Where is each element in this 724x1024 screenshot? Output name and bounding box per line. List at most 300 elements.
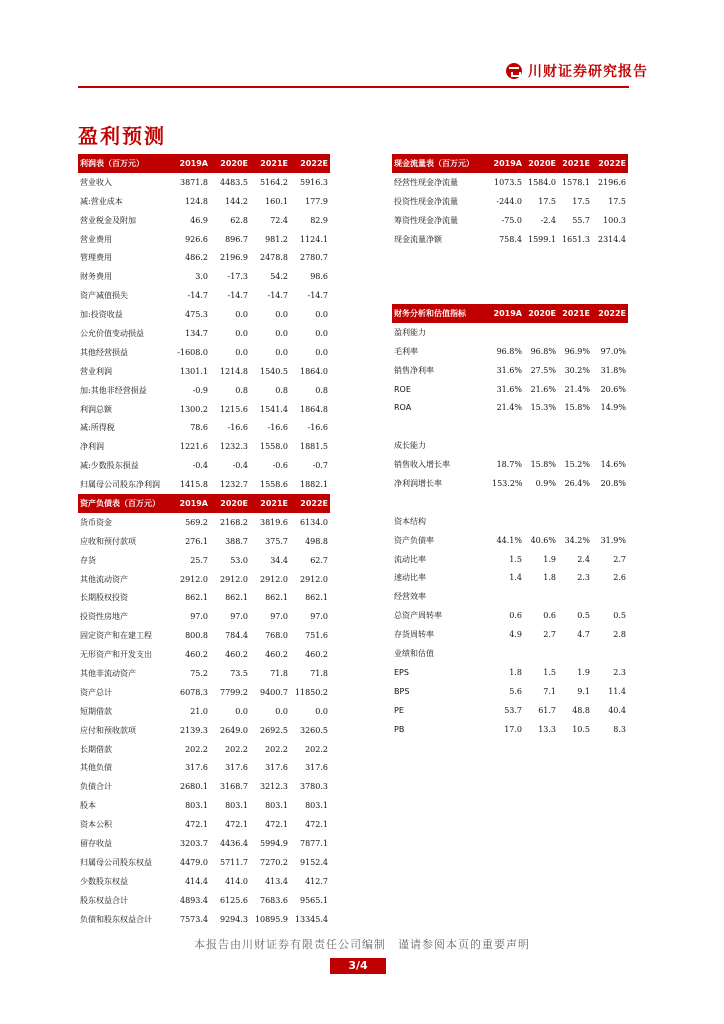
value-cell: 862.1: [265, 593, 288, 603]
value-cell: 11.4: [608, 686, 626, 696]
value-cell: 34.2%: [564, 535, 590, 545]
header-rule: [78, 86, 629, 88]
row-label: 营业利润: [80, 366, 112, 376]
value-cell: 3.0: [195, 272, 208, 282]
value-cell: 5711.7: [220, 857, 248, 867]
value-cell: 13.3: [538, 724, 556, 734]
value-cell: [524, 436, 558, 455]
value-cell: 803.1: [305, 801, 328, 811]
value-cell: 14.9%: [600, 403, 626, 413]
value-cell: 14.6%: [600, 460, 626, 470]
value-cell: -17.3: [227, 272, 248, 282]
table-header-row: [392, 304, 628, 323]
value-cell: [592, 644, 628, 663]
value-cell: 3212.3: [260, 782, 288, 792]
value-cell: 1215.6: [220, 404, 248, 414]
value-cell: [592, 417, 628, 436]
row-label: 负债和股东权益合计: [80, 914, 152, 924]
value-cell: 97.0: [270, 612, 288, 622]
value-cell: 1584.0: [528, 177, 556, 187]
value-cell: -14.7: [267, 291, 288, 301]
value-cell: 1881.5: [300, 442, 328, 452]
value-cell: 9565.1: [300, 895, 328, 905]
value-cell: 71.8: [310, 668, 328, 678]
row-label: 减:所得税: [80, 423, 115, 433]
row-label: 经营性现金净流量: [394, 177, 458, 187]
row-label: 加:投资收益: [80, 310, 123, 320]
value-cell: 25.7: [190, 555, 208, 565]
value-cell: 768.0: [265, 631, 288, 641]
year-header: 2019A: [492, 304, 524, 323]
value-cell: 413.4: [265, 876, 288, 886]
value-cell: 412.7: [305, 876, 328, 886]
value-cell: 0.5: [613, 611, 626, 621]
value-cell: 97.0: [310, 612, 328, 622]
value-cell: 7799.2: [220, 687, 248, 697]
value-cell: 97.0: [230, 612, 248, 622]
value-cell: 5916.3: [300, 177, 328, 187]
value-cell: 926.6: [185, 234, 208, 244]
value-cell: 40.4: [608, 705, 626, 715]
value-cell: 15.8%: [530, 460, 556, 470]
value-cell: 11850.2: [294, 687, 328, 697]
row-label: 管理费用: [80, 253, 112, 263]
value-cell: 0.6: [509, 611, 522, 621]
value-cell: 124.8: [185, 196, 208, 206]
table-row: [78, 437, 330, 456]
value-cell: 1651.3: [562, 234, 590, 244]
table-row: [392, 417, 628, 436]
row-label: 负债合计: [80, 782, 112, 792]
value-cell: 1.8: [543, 573, 556, 583]
table-row: [78, 645, 330, 664]
row-label: 存货: [80, 555, 96, 565]
value-cell: 7683.6: [260, 895, 288, 905]
value-cell: 97.0: [190, 612, 208, 622]
value-cell: 460.2: [305, 650, 328, 660]
table-title: 财务分析和估值指标: [392, 304, 492, 323]
value-cell: 472.1: [305, 820, 328, 830]
value-cell: 202.2: [265, 744, 288, 754]
value-cell: 317.6: [265, 763, 288, 773]
value-cell: 1301.1: [180, 366, 208, 376]
value-cell: [558, 512, 592, 531]
value-cell: 82.9: [310, 215, 328, 225]
row-label: 盈利能力: [394, 327, 426, 337]
table-row: [78, 891, 330, 910]
row-label: 资产减值损失: [80, 291, 128, 301]
value-cell: 0.8: [315, 385, 328, 395]
value-cell: 17.5: [538, 196, 556, 206]
table-row: [392, 342, 628, 361]
value-cell: [524, 644, 558, 663]
row-label: 留存收益: [80, 838, 112, 848]
row-label: 成长能力: [394, 441, 426, 451]
value-cell: [492, 436, 524, 455]
page-number: 3/4: [330, 958, 386, 974]
value-cell: 375.7: [265, 536, 288, 546]
table-row: [78, 910, 330, 929]
value-cell: [558, 417, 592, 436]
row-label: ROE: [394, 384, 411, 394]
value-cell: 2.3: [613, 667, 626, 677]
table-row: [78, 570, 330, 589]
value-cell: [492, 417, 524, 436]
table-row: [78, 305, 330, 324]
value-cell: 0.0: [275, 328, 288, 338]
table-row: [78, 324, 330, 343]
value-cell: 1.9: [543, 554, 556, 564]
row-label: 应付和预收款项: [80, 725, 136, 735]
row-label: BPS: [394, 686, 410, 696]
value-cell: 1.8: [509, 667, 522, 677]
table-row: [78, 740, 330, 759]
value-cell: 160.1: [265, 196, 288, 206]
value-cell: 97.0%: [600, 346, 626, 356]
row-label: PB: [394, 724, 405, 734]
value-cell: 17.5: [572, 196, 590, 206]
year-header: 2022E: [592, 154, 628, 173]
table-row: [78, 683, 330, 702]
table-row: [78, 267, 330, 286]
value-cell: 3819.6: [260, 517, 288, 527]
value-cell: [592, 587, 628, 606]
year-header: 2021E: [250, 494, 290, 513]
row-label: 存货周转率: [394, 630, 434, 640]
value-cell: [558, 587, 592, 606]
value-cell: 2.7: [613, 554, 626, 564]
value-cell: 17.0: [504, 724, 522, 734]
value-cell: 2.6: [613, 573, 626, 583]
value-cell: 72.4: [270, 215, 288, 225]
value-cell: 388.7: [225, 536, 248, 546]
value-cell: 7.1: [543, 686, 556, 696]
year-header: 2021E: [250, 154, 290, 173]
year-header: 2019A: [492, 154, 524, 173]
value-cell: 21.4%: [564, 384, 590, 394]
row-label: 其他负债: [80, 763, 112, 773]
value-cell: [558, 644, 592, 663]
value-cell: [592, 436, 628, 455]
value-cell: 1232.3: [220, 442, 248, 452]
value-cell: 1541.4: [260, 404, 288, 414]
value-cell: 317.6: [185, 763, 208, 773]
value-cell: 981.2: [265, 234, 288, 244]
value-cell: 2478.8: [260, 253, 288, 263]
table-row: [78, 702, 330, 721]
value-cell: 2196.6: [598, 177, 626, 187]
value-cell: 0.0: [235, 328, 248, 338]
row-label: ROA: [394, 403, 412, 413]
value-cell: [558, 323, 592, 342]
table-row: [392, 512, 628, 531]
value-cell: 53.0: [230, 555, 248, 565]
row-label: 归属母公司股东净利润: [80, 480, 160, 490]
value-cell: 1864.8: [300, 404, 328, 414]
table-row: [78, 211, 330, 230]
value-cell: 7573.4: [180, 914, 208, 924]
income-statement-table: [78, 154, 330, 494]
value-cell: 317.6: [225, 763, 248, 773]
table-row: [78, 381, 330, 400]
value-cell: 34.4: [270, 555, 288, 565]
value-cell: 803.1: [225, 801, 248, 811]
row-label: 净利润: [80, 442, 104, 452]
value-cell: 414.0: [225, 876, 248, 886]
row-label: 应收和预付款项: [80, 536, 136, 546]
row-label: 少数股东权益: [80, 876, 128, 886]
row-label: 股本: [80, 801, 96, 811]
value-cell: 18.7%: [496, 460, 522, 470]
value-cell: 460.2: [185, 650, 208, 660]
row-label: 现金流量净额: [394, 234, 442, 244]
value-cell: [558, 436, 592, 455]
value-cell: 4483.5: [220, 177, 248, 187]
row-label: 筹资性现金净流量: [394, 215, 458, 225]
table-row: [392, 568, 628, 587]
value-cell: 8.3: [613, 724, 626, 734]
table-row: [78, 248, 330, 267]
row-label: 资产负债率: [394, 535, 434, 545]
value-cell: 2912.0: [300, 574, 328, 584]
year-header: 2020E: [210, 154, 250, 173]
value-cell: 9294.3: [220, 914, 248, 924]
value-cell: -0.4: [232, 461, 248, 471]
row-label: 其他非流动资产: [80, 668, 136, 678]
row-label: 归属母公司股东权益: [80, 857, 152, 867]
table-row: [392, 436, 628, 455]
value-cell: 276.1: [185, 536, 208, 546]
value-cell: 317.6: [305, 763, 328, 773]
table-title: 利润表（百万元）: [78, 154, 172, 173]
brand-name: 川财证券研究报告: [528, 64, 648, 80]
value-cell: -14.7: [187, 291, 208, 301]
table-row: [392, 720, 628, 739]
value-cell: 17.5: [608, 196, 626, 206]
value-cell: 15.3%: [530, 403, 556, 413]
value-cell: 475.3: [185, 310, 208, 320]
value-cell: 20.8%: [600, 478, 626, 488]
value-cell: 0.8: [235, 385, 248, 395]
value-cell: 1558.6: [260, 480, 288, 490]
value-cell: 1073.5: [494, 177, 522, 187]
table-row: [78, 872, 330, 891]
value-cell: 3871.8: [180, 177, 208, 187]
value-cell: 3203.7: [180, 838, 208, 848]
year-header: 2022E: [290, 154, 330, 173]
value-cell: 98.6: [310, 272, 328, 282]
table-row: [392, 682, 628, 701]
value-cell: 15.8%: [564, 403, 590, 413]
value-cell: 784.4: [225, 631, 248, 641]
value-cell: 73.5: [230, 668, 248, 678]
table-row: [78, 721, 330, 740]
value-cell: [492, 493, 524, 512]
value-cell: 1214.8: [220, 366, 248, 376]
year-header: 2020E: [210, 494, 250, 513]
chuancai-logo-icon: [506, 63, 522, 79]
value-cell: 0.0: [315, 706, 328, 716]
value-cell: 21.0: [190, 706, 208, 716]
row-label: 长期借款: [80, 744, 112, 754]
value-cell: 31.6%: [496, 384, 522, 394]
row-label: PE: [394, 705, 404, 715]
value-cell: 803.1: [265, 801, 288, 811]
table-row: [78, 418, 330, 437]
value-cell: [558, 493, 592, 512]
value-cell: 0.0: [235, 347, 248, 357]
row-label: 减:营业成本: [80, 196, 123, 206]
value-cell: 4479.0: [180, 857, 208, 867]
row-label: [392, 417, 492, 436]
value-cell: 20.6%: [600, 384, 626, 394]
value-cell: [592, 323, 628, 342]
row-label: 公允价值变动损益: [80, 328, 144, 338]
value-cell: 1.4: [509, 573, 522, 583]
table-row: [392, 173, 628, 192]
value-cell: -16.6: [267, 423, 288, 433]
value-cell: 2314.4: [598, 234, 626, 244]
header-brand: [506, 60, 648, 82]
value-cell: 862.1: [305, 593, 328, 603]
year-header: 2022E: [290, 494, 330, 513]
table-row: [392, 550, 628, 569]
value-cell: 472.1: [265, 820, 288, 830]
value-cell: 5994.9: [260, 838, 288, 848]
value-cell: [524, 587, 558, 606]
value-cell: 2.3: [577, 573, 590, 583]
value-cell: 4.9: [509, 630, 522, 640]
row-label: 减:少数股东损益: [80, 461, 139, 471]
value-cell: 100.3: [603, 215, 626, 225]
value-cell: 1540.5: [260, 366, 288, 376]
table-row: [78, 343, 330, 362]
table-row: [392, 493, 628, 512]
table-row: [78, 777, 330, 796]
financial-ratios-table: [392, 304, 628, 738]
value-cell: 1232.7: [220, 480, 248, 490]
value-cell: 96.9%: [564, 346, 590, 356]
value-cell: 6125.6: [220, 895, 248, 905]
row-label: 其他流动资产: [80, 574, 128, 584]
value-cell: 2168.2: [220, 517, 248, 527]
value-cell: 177.9: [305, 196, 328, 206]
value-cell: 751.6: [305, 631, 328, 641]
row-label: 毛利率: [394, 346, 418, 356]
value-cell: 53.7: [504, 705, 522, 715]
value-cell: 2780.7: [300, 253, 328, 263]
table-row: [78, 362, 330, 381]
value-cell: [592, 512, 628, 531]
row-label: 总资产周转率: [394, 611, 442, 621]
value-cell: 46.9: [190, 215, 208, 225]
value-cell: 4436.4: [220, 838, 248, 848]
value-cell: 498.8: [305, 536, 328, 546]
value-cell: 15.2%: [564, 460, 590, 470]
table-row: [392, 455, 628, 474]
value-cell: 202.2: [305, 744, 328, 754]
table-row: [78, 192, 330, 211]
value-cell: 144.2: [225, 196, 248, 206]
table-row: [392, 230, 628, 249]
table-row: [78, 230, 330, 249]
value-cell: -75.0: [501, 215, 522, 225]
value-cell: 75.2: [190, 668, 208, 678]
table-row: [392, 587, 628, 606]
value-cell: 1.5: [509, 554, 522, 564]
value-cell: 862.1: [185, 593, 208, 603]
value-cell: [492, 512, 524, 531]
table-row: [78, 173, 330, 192]
value-cell: -0.6: [272, 461, 288, 471]
value-cell: 9400.7: [260, 687, 288, 697]
value-cell: 569.2: [185, 517, 208, 527]
value-cell: 13345.4: [294, 914, 328, 924]
row-label: 资本结构: [394, 516, 426, 526]
table-row: [78, 532, 330, 551]
value-cell: 0.6: [543, 611, 556, 621]
value-cell: 96.8%: [496, 346, 522, 356]
table-row: [78, 626, 330, 645]
value-cell: 7877.1: [300, 838, 328, 848]
value-cell: 1221.6: [180, 442, 208, 452]
row-label: 经营效率: [394, 592, 426, 602]
value-cell: 2.7: [543, 630, 556, 640]
row-label: 加:其他非经营损益: [80, 385, 147, 395]
value-cell: 803.1: [185, 801, 208, 811]
table-row: [392, 380, 628, 399]
table-row: [392, 663, 628, 682]
value-cell: 1558.0: [260, 442, 288, 452]
value-cell: 2912.0: [220, 574, 248, 584]
value-cell: 31.8%: [600, 365, 626, 375]
value-cell: 0.8: [275, 385, 288, 395]
value-cell: 0.0: [235, 706, 248, 716]
value-cell: 0.0: [315, 328, 328, 338]
row-label: 速动比率: [394, 573, 426, 583]
value-cell: 3168.7: [220, 782, 248, 792]
row-label: 长期股权投资: [80, 593, 128, 603]
row-label: 货币资金: [80, 517, 112, 527]
row-label: 营业税金及附加: [80, 215, 136, 225]
value-cell: [524, 417, 558, 436]
value-cell: 0.0: [275, 706, 288, 716]
table-row: [78, 456, 330, 475]
row-label: 固定资产和在建工程: [80, 631, 152, 641]
table-row: [78, 664, 330, 683]
value-cell: 2912.0: [260, 574, 288, 584]
value-cell: 202.2: [185, 744, 208, 754]
table-title: 现金流量表（百万元）: [392, 154, 492, 173]
value-cell: -14.7: [227, 291, 248, 301]
value-cell: 0.0: [315, 310, 328, 320]
table-row: [392, 211, 628, 230]
value-cell: -14.7: [307, 291, 328, 301]
year-header: 2021E: [558, 304, 592, 323]
table-row: [392, 474, 628, 493]
value-cell: 27.5%: [530, 365, 556, 375]
balance-sheet-table: [78, 494, 330, 928]
value-cell: -2.4: [540, 215, 556, 225]
table-row: [392, 531, 628, 550]
value-cell: 78.6: [190, 423, 208, 433]
value-cell: [592, 493, 628, 512]
row-label: 投资性现金净流量: [394, 196, 458, 206]
value-cell: 7270.2: [260, 857, 288, 867]
value-cell: 9152.4: [300, 857, 328, 867]
row-label: EPS: [394, 667, 409, 677]
year-header: 2021E: [558, 154, 592, 173]
